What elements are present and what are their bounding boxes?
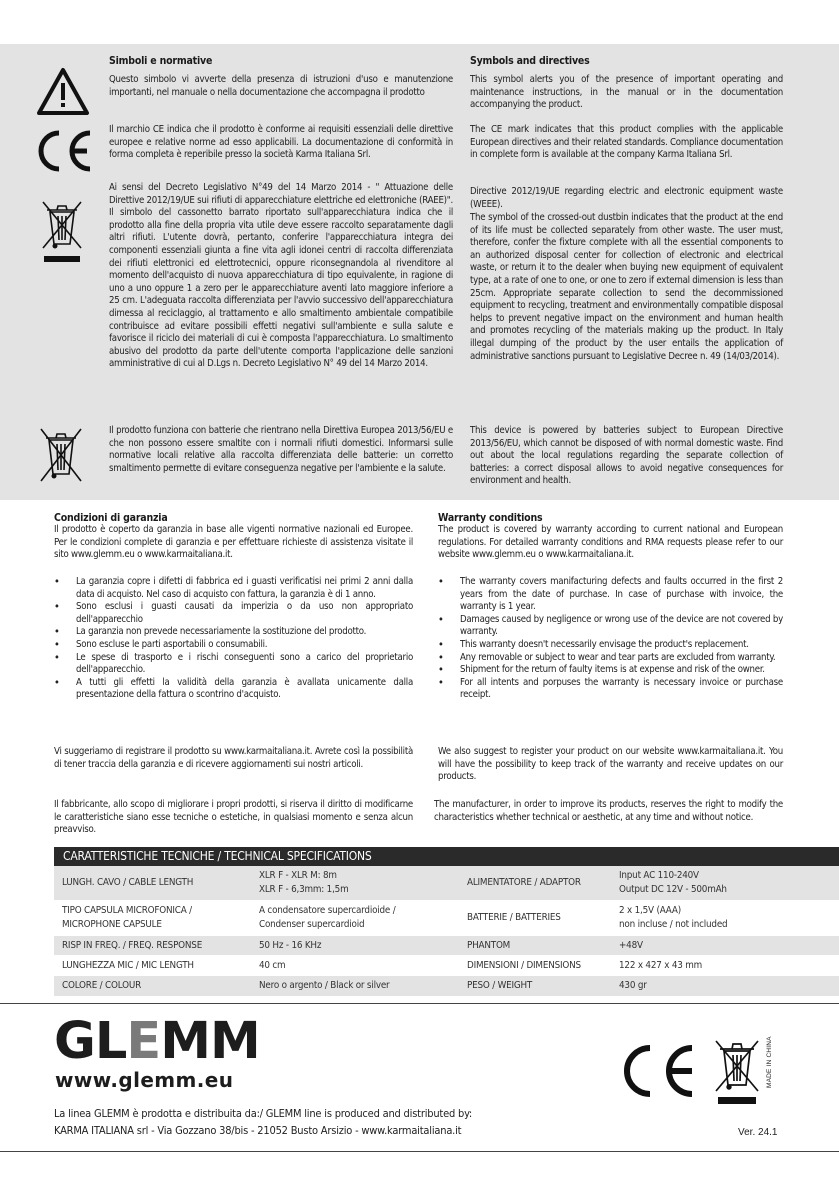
list-item: • Shipment for the return of faulty items is at expense and risk of the owner. xyxy=(438,664,783,677)
warranty-intro-it: Il prodotto è coperto da garanzia in base alle vigenti normative nazionali ed Europee. Per le condizioni complete di garanzia e per effettuare richieste di assistenza visitate il sito www.glemm.eu o www.karmaitaliana.it. xyxy=(54,524,413,561)
spec-value: 50 Hz - 16 KHz xyxy=(251,936,459,955)
table-row xyxy=(54,866,839,900)
divider xyxy=(0,1003,839,1004)
divider xyxy=(0,1151,839,1152)
spec-label: DIMENSIONI / DIMENSIONS xyxy=(467,959,581,971)
register-text-it: Vi suggeriamo di registrare il prodotto su www.karmaitaliana.it. Avrete così la possibilità di tener traccia della garanzia e di ricevere aggiornamenti sui nostri articoli. xyxy=(54,746,413,770)
list-item: • This warranty doesn't necessarily envisage the product's replacement. xyxy=(438,639,783,652)
table-row xyxy=(54,936,839,955)
register-text-en: We also suggest to register your product on our website www.karmaitaliana.it. You will have the possibility to keep track of the warranty and receive updates on our products. xyxy=(438,746,783,783)
list-item: • Sono esclusi i guasti causati da imperizia o da uso non appropriato dell'apparecchio xyxy=(54,601,413,626)
list-item: • For all intents and porpuses the warranty is necessary invoice or purchase receipt. xyxy=(438,677,783,702)
company-address: KARMA ITALIANA srl - Via Gozzano 38/bis - 21052 Busto Arsizio - www.karmaitaliana.it xyxy=(54,1124,462,1137)
table-row xyxy=(54,900,839,936)
list-item: • The warranty covers manifacturing defects and faults occurred in the first 2 years from the date of purchase. In case of purchase with invoice, the warranty is 1 year. xyxy=(438,576,783,614)
list-item: • La garanzia copre i difetti di fabbrica ed i guasti verificatisi nei primi 2 anni dalla data di acquisto. Nel caso di acquisto con fattura, la garanzia è di 1 anno. xyxy=(54,576,413,601)
ce-mark-icon xyxy=(614,1041,698,1101)
warranty-intro-en: The product is covered by warranty according to current national and European regulations. For detailed warranty conditions and RMA requests please refer to our website www.glemm.eu o www.karmaitaliana.it. xyxy=(438,524,783,561)
list-item: • Sono escluse le parti asportabili o consumabili. xyxy=(54,639,413,652)
warning-icon xyxy=(36,67,90,117)
table-row xyxy=(54,976,839,996)
ce-text-it: Il marchio CE indica che il prodotto è conforme ai requisiti essenziali delle direttive europee e relative norme ad esso applicabili. La documentazione di conformità in forma completa è reperibile presso la società Karma Italiana Srl. xyxy=(109,124,453,161)
symbols-title-it: Simboli e normative xyxy=(109,55,213,67)
spec-value: 430 gr xyxy=(611,976,839,996)
website-url: www.glemm.eu xyxy=(55,1068,234,1092)
weee-text-it: Ai sensi del Decreto Legislativo N°49 del 14 Marzo 2014 - " Attuazione delle Direttive 2012/19/UE sui rifiuti di apparecchiature elettriche ed elettroniche (RAEE)". Il simbolo del cassonetto barrato riportato sull'apparecchiatura indica che il prodotto alla fine della propria vita utile deve essere raccolto separatamente dagli altri rifiuti. L'utente dovrà, pertanto, conferire l'apparecchiatura integra dei componenti essenziali giunta a fine vita agli idonei centri di raccolta differenziata dei rifiuti elettronici ed elettrotecnici, oppure riconsegnandola al rivenditore al momento dell'acquisto di nuova apparecchiatura di tipo equivalente, in ragione di uno a uno oppure 1 a zero per le apparecchiature aventi lato maggiore inferiore a 25 cm. L'adeguata raccolta differenziata per l'avvio successivo dell'apparecchiatura dimessa al reciclaggio, al trattamento e allo smaltimento ambientale compatibile contribuisce ad evitare possibili effetti negativi sull'ambiente e sulla salute e favorisce il riciclo dei materiali di cui è composta l'apparecchiatura. Lo smaltimento abusivo del prodotto da parte dell'utente comporta l'applicazione delle sanzioni amministrative di cui al D.Lgs n. Decreto Legislativo N° 49 del 14 Marzo 2014. xyxy=(109,182,453,370)
warranty-list-it xyxy=(54,576,413,702)
battery-bin-icon xyxy=(38,426,84,486)
list-item: • La garanzia non prevede necessariamente la sostituzione del prodotto. xyxy=(54,626,413,639)
warranty-list-en xyxy=(438,576,783,702)
spec-label: LUNGHEZZA MIC / MIC LENGTH xyxy=(62,959,194,971)
warranty-title-en: Warranty conditions xyxy=(438,512,543,524)
manufacturer-text-it: Il fabbricante, allo scopo di migliorare i propri prodotti, si riserva il diritto di modificarne le caratteristiche siano esse tecniche o estetiche, in qualsiasi momento e senza alcun preavviso. xyxy=(54,799,413,836)
symbols-title-en: Symbols and directives xyxy=(470,55,590,67)
warning-text-en: This symbol alerts you of the presence of important operating and maintenance instructions, in the manual or in the documentation accompanying the product. xyxy=(470,74,783,111)
spec-value: Nero o argento / Black or silver xyxy=(251,976,459,996)
specs-title: CARATTERISTICHE TECNICHE / TECHNICAL SPECIFICATIONS xyxy=(54,847,839,866)
specs-table xyxy=(54,847,839,996)
manufacturer-text-en: The manufacturer, in order to improve its products, reserves the right to modify the characteristics whether technical or aesthetic, at any time and without notice. xyxy=(434,799,783,823)
version-label: Ver. 24.1 xyxy=(738,1127,778,1138)
spec-value: 2 x 1,5V (AAA) non incluse / not included xyxy=(619,905,728,930)
spec-label: PESO / WEIGHT xyxy=(459,976,611,996)
battery-text-en: This device is powered by batteries subject to European Directive 2013/56/EU, which cannot be disposed of with normal domestic waste. Find out about the local regulations regarding the separate collection of batteries: a correct disposal allows to avoid negative consequences for environment and health. xyxy=(470,425,783,487)
spec-label: TIPO CAPSULA MICROFONICA / MICROPHONE CAPSULE xyxy=(62,905,192,930)
spec-value: Input AC 110-240V Output DC 12V - 500mAh xyxy=(611,866,839,900)
distributor-line: La linea GLEMM è prodotta e distribuita da:/ GLEMM line is produced and distributed by: xyxy=(54,1107,473,1120)
made-in-label: MADE IN CHINA xyxy=(766,1036,773,1088)
glemm-logo: GLEMM xyxy=(54,1012,260,1071)
weee-title-en: Directive 2012/19/UE regarding electric and electronic equipment waste (WEEE). xyxy=(470,186,783,210)
weee-bin-icon xyxy=(712,1037,762,1107)
spec-label: COLORE / COLOUR xyxy=(54,976,251,996)
spec-value: 122 x 427 x 43 mm xyxy=(619,959,703,971)
battery-text-it: Il prodotto funziona con batterie che rientrano nella Direttiva Europea 2013/56/EU e che non possono essere smaltite con i normali rifiuti domestici. Informarsi sulle normative locali relative alla raccolta differenziata delle batterie: un corretto smaltimento permette di evitare conseguenza negative per l'ambiente e la salute. xyxy=(109,425,453,474)
spec-value: 40 cm xyxy=(259,959,286,971)
table-row xyxy=(54,955,839,976)
spec-label: LUNGH. CAVO / CABLE LENGTH xyxy=(54,866,251,900)
ce-mark-icon xyxy=(32,127,94,175)
spec-label: BATTERIE / BATTERIES xyxy=(467,912,561,923)
list-item: • Damages caused by negligence or wrong use of the device are not covered by warranty. xyxy=(438,614,783,639)
warranty-title-it: Condizioni di garanzia xyxy=(54,512,168,524)
ce-text-en: The CE mark indicates that this product complies with the applicable European directives and their related standards. Compliance documentation in complete form is available at the company Karma Italiana Srl. xyxy=(470,124,783,161)
spec-label: RISP IN FREQ. / FREQ. RESPONSE xyxy=(54,936,251,955)
spec-label: PHANTOM xyxy=(459,936,611,955)
spec-value: A condensatore supercardioide / Condenser supercardioid xyxy=(259,905,396,930)
list-item: • Le spese di trasporto e i rischi conseguenti sono a carico del proprietario dell'apparecchio. xyxy=(54,652,413,677)
spec-value: XLR F - XLR M: 8m XLR F - 6,3mm: 1,5m xyxy=(251,866,459,900)
weee-bin-icon xyxy=(40,198,84,266)
weee-text-en: The symbol of the crossed-out dustbin indicates that the product at the end of its life must be collected separately from other waste. The user must, therefore, confer the fixture complete with all the essential components to an authorized disposal center for collection of electronic and electrical waste, or return it to the dealer when buying new equipment of equivalent type, at a rate of one to one, or one to zero if external dimension is less than 25cm. Appropriate separate collection to send the decommissioned equipment to recycling, treatment and environmentally compatible disposal helps to prevent negative impact on the environment and human health and promotes recycling of the materials making up the product. In Italy illegal dumping of the product by the user entails the application of administrative sanctions pursuant to Legislative Decree n. 49 (14/03/2014). xyxy=(470,212,783,362)
list-item: • A tutti gli effetti la validità della garanzia è avallata unicamente dalla presentazione della fattura o scontrino d'acquisto. xyxy=(54,677,413,702)
warning-text-it: Questo simbolo vi avverte della presenza di istruzioni d'uso e manutenzione importanti, nel manuale o nella documentazione che accompagna il prodotto xyxy=(109,74,453,98)
list-item: • Any removable or subject to wear and tear parts are excluded from warranty. xyxy=(438,652,783,665)
spec-value: +48V xyxy=(611,936,839,955)
spec-label: ALIMENTATORE / ADAPTOR xyxy=(459,866,611,900)
